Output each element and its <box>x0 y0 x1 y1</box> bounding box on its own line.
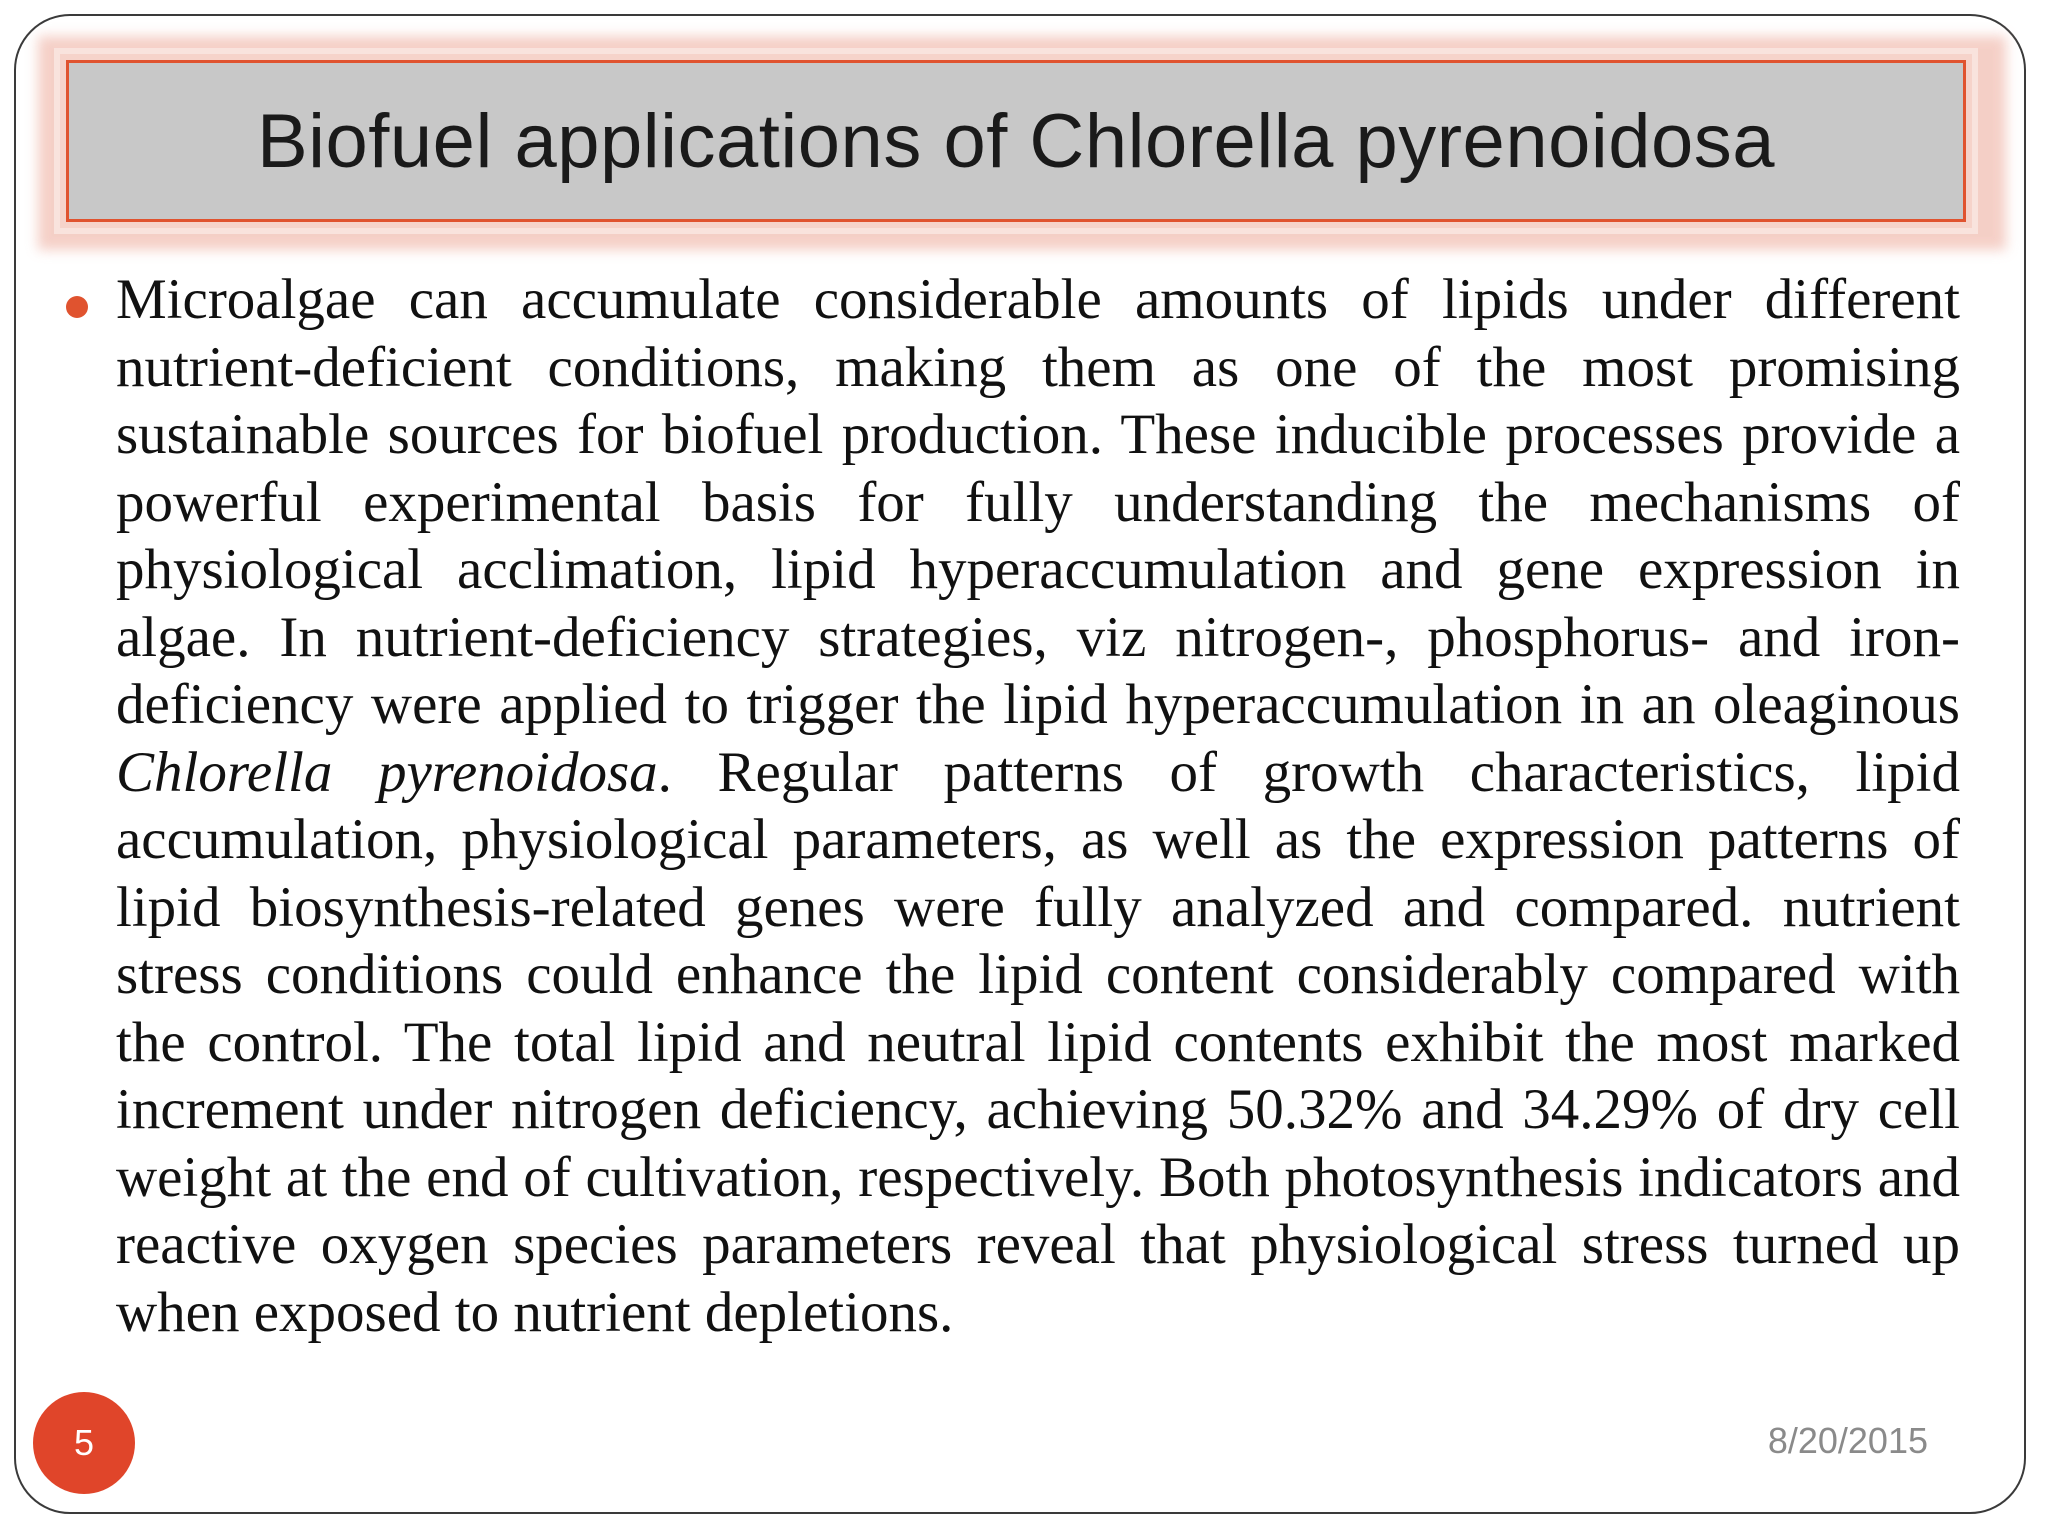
slide-title: Biofuel applications of Chlorella pyrenoidosa <box>256 98 1776 184</box>
slide-number: 5 <box>73 1422 95 1463</box>
slide-date: 8/20/2015 <box>1767 1420 1928 1461</box>
body-italic-species: Chlorella pyrenoidosa <box>116 740 658 804</box>
body-text-before-italic: Microalgae can accumulate considerable amounts of lipids under different nutrient-deficient conditions, making them as one of the most promising sustainable sources for biofuel production. These inducible processes provide a powerful experimental basis for fully understanding the mechanisms of physiological acclimation, lipid hyperaccumulation and gene expression in algae. In nutrient-deficiency strategies, viz nitrogen-, phosphorus- and iron-deficiency were applied to trigger the lipid hyperaccumulation in an oleaginous <box>116 268 1960 736</box>
body-paragraph <box>116 266 1960 1346</box>
slide-number-badge <box>33 1392 135 1494</box>
bullet-dot-icon <box>66 296 88 318</box>
content-area <box>54 266 1960 1416</box>
title-box <box>66 60 1966 222</box>
body-text-after-italic: . Regular patterns of growth characteristics, lipid accumulation, physiological parameters, as well as the expression patterns of lipid biosynthesis-related genes were fully analyzed and compared. nutrient stress conditions could enhance the lipid content considerably compared with the control. The total lipid and neutral lipid contents exhibit the most marked increment under nitrogen deficiency, achieving 50.32% and 34.29% of dry cell weight at the end of cultivation, respectively. Both photosynthesis indicators and reactive oxygen species parameters reveal that physiological stress turned up when exposed to nutrient depletions. <box>116 740 1961 1344</box>
